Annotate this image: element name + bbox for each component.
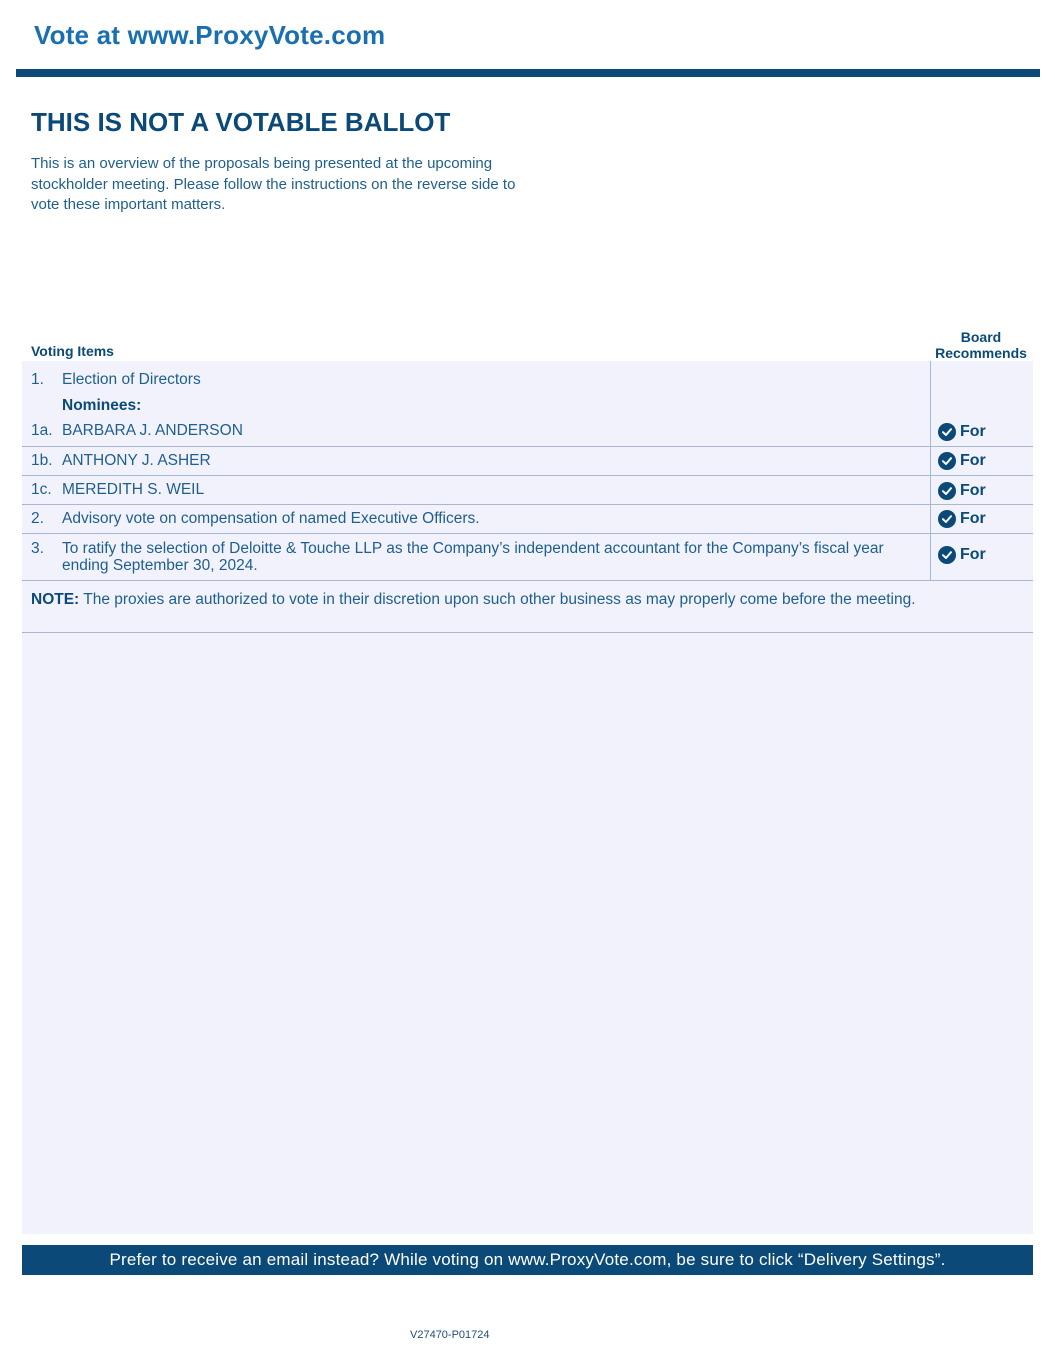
rec-column-divider [930,505,931,534]
note-text [31,591,925,608]
item-text: Advisory vote on compensation of named Executive Officers. [62,510,480,527]
nominees-label: Nominees: [62,397,142,414]
rec-column-divider [930,447,931,476]
check-circle-icon [938,423,956,441]
recommendation-label: For [960,423,986,440]
rec-column-divider [930,534,931,581]
table-row [22,505,1033,534]
check-circle-icon [938,510,956,528]
table-row [22,534,1033,581]
email-delivery-banner: Prefer to receive an email instead? While voting on www.ProxyVote.com, be sure to click “Delivery Settings”. [22,1245,1033,1275]
recommendation [938,423,986,441]
board-recommends-line2: Recommends [935,345,1027,361]
note-label: NOTE: [31,591,80,608]
recommendation-label: For [960,482,986,499]
item-text: Election of Directors [62,371,201,388]
item-text: To ratify the selection of Deloitte & Touche LLP as the Company’s independent accountant for the Company’s fiscal year ending September 30, 2024. [62,540,884,574]
intro-text: This is an overview of the proposals being presented at the upcoming stockholder meeting. Please follow the instructions on the reverse side to vote these important matters. [31,155,516,213]
item-number: 3. [31,540,44,557]
header-divider [16,69,1040,77]
check-circle-icon [938,482,956,500]
table-row [22,476,1033,505]
rec-column-divider [930,361,931,447]
recommendation [938,510,986,528]
proxyvote-link[interactable]: Vote at www.ProxyVote.com [34,20,386,50]
check-circle-icon [938,546,956,564]
document-code: V27470-P01724 [410,1329,490,1341]
check-circle-icon [938,452,956,470]
recommendation-label: For [960,510,986,527]
nominee-name: BARBARA J. ANDERSON [62,422,243,439]
item-number: 1c. [31,481,52,498]
item-number: 1. [31,371,44,388]
board-recommends-line1: Board [960,329,1002,345]
rec-column-divider [930,476,931,505]
voting-items-header: Voting Items [31,343,114,359]
recommendation [938,546,986,564]
item-number: 1b. [31,452,53,469]
page-title: THIS IS NOT A VOTABLE BALLOT [31,107,451,137]
note-body: The proxies are authorized to vote in their discretion upon such other business as may properly come before the meeting. [79,591,916,608]
table-row-item-1 [22,361,1033,447]
recommendation-label: For [960,546,986,563]
nominee-name: ANTHONY J. ASHER [62,452,211,469]
board-recommends-header [929,329,1033,361]
table-row [22,447,1033,476]
item-number: 1a. [31,422,53,439]
item-number: 2. [31,510,44,527]
nominee-name: MEREDITH S. WEIL [62,481,205,498]
recommendation-label: For [960,452,986,469]
recommendation [938,452,986,470]
recommendation [938,482,986,500]
